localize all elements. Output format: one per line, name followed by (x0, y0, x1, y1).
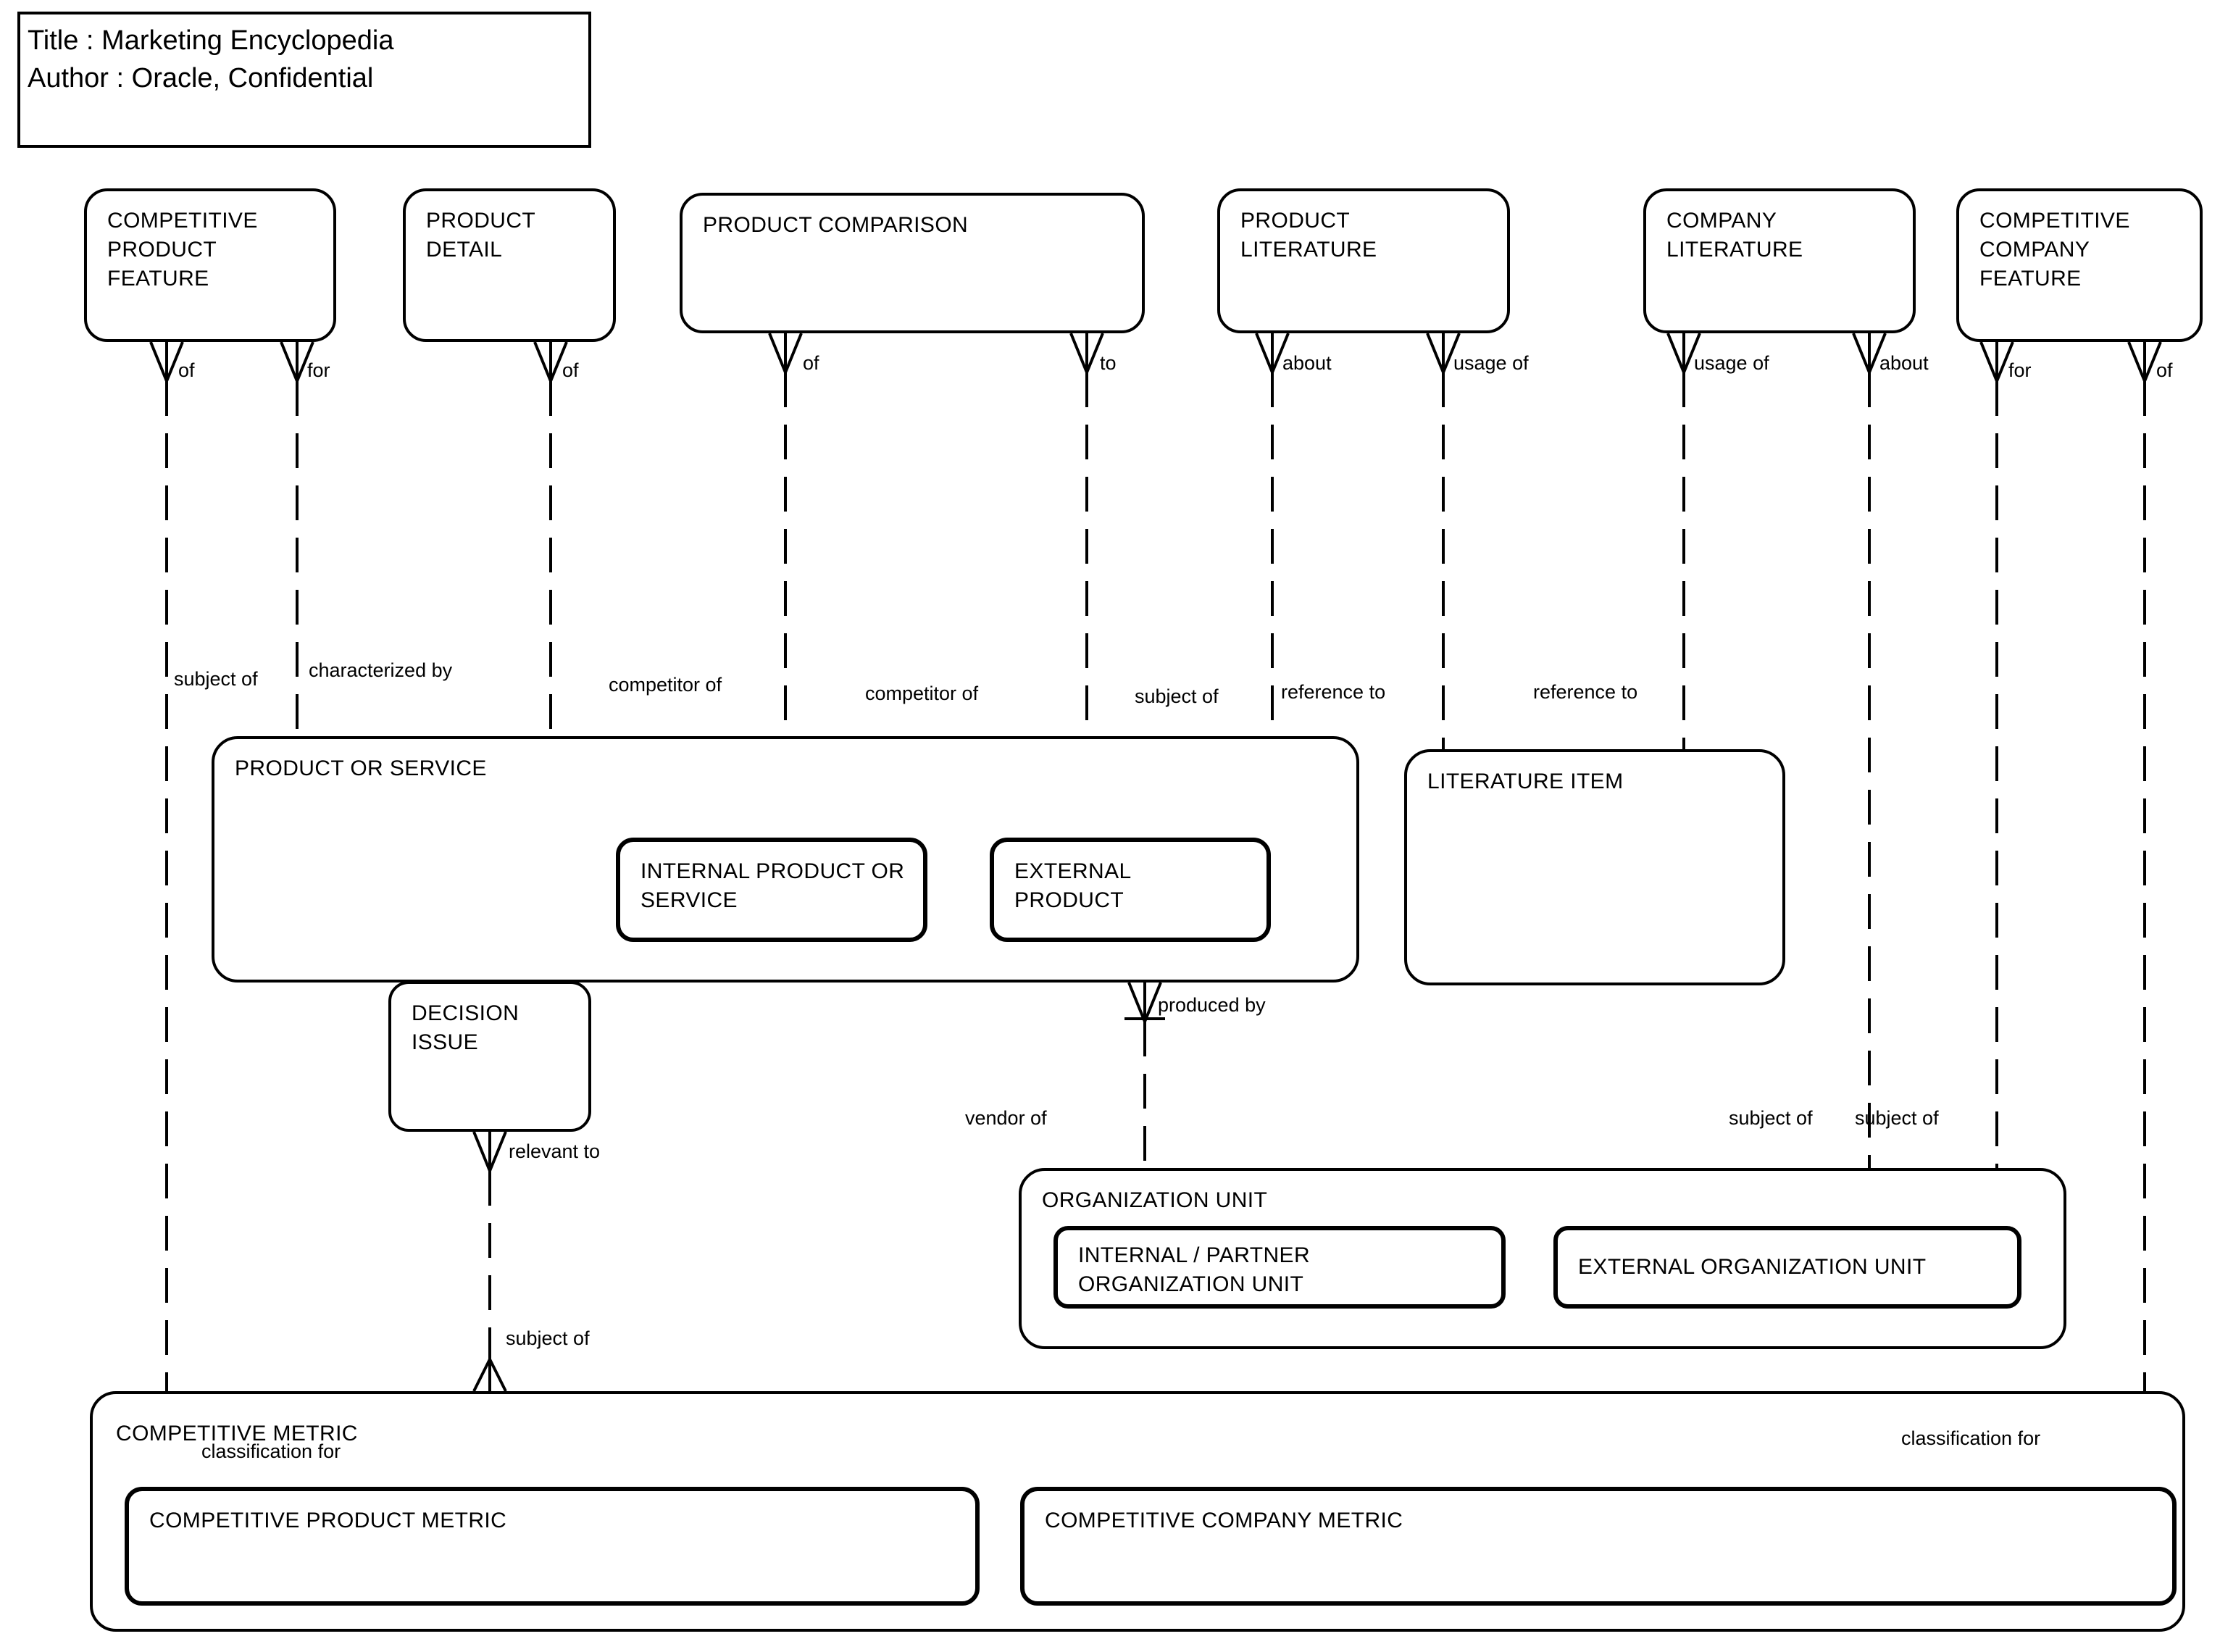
rel-label-cl-usage: usage of (1694, 352, 1769, 374)
entity-competitive-company-metric[interactable] (1020, 1487, 2177, 1606)
entity-internal-partner-organization-unit[interactable] (1053, 1226, 1506, 1309)
rel-label-subject-of-product: subject of (174, 668, 258, 690)
entity-label: PRODUCT COMPARISON (703, 213, 969, 238)
rel-label-vendor-of: vendor of (965, 1107, 1047, 1129)
diagram-title-box (17, 12, 591, 148)
rel-label-characterized-by: characterized by (309, 659, 453, 681)
rel-label-subject-of-company-lit: subject of (1729, 1107, 1813, 1129)
entity-product-literature[interactable] (1217, 188, 1510, 333)
entity-internal-product-or-service[interactable] (616, 838, 927, 942)
entity-external-product[interactable] (990, 838, 1271, 942)
rel-label-pd-of: of (562, 359, 579, 381)
entity-label: COMPETITIVE METRIC (116, 1422, 358, 1446)
rel-label-pl-about: about (1282, 352, 1332, 374)
rel-label-competitor-of-internal: competitor of (609, 674, 722, 696)
rel-label-subject-of-metric: subject of (506, 1327, 590, 1349)
entity-product-detail[interactable] (403, 188, 616, 342)
rel-label-pl-usage: usage of (1453, 352, 1529, 374)
crowfoot-decision-issue (474, 1132, 506, 1171)
rel-label-cpf-for: for (307, 359, 330, 381)
entity-label: COMPETITIVE PRODUCT FEATURE (107, 209, 258, 291)
entity-label: EXTERNAL PRODUCT (1014, 859, 1131, 913)
entity-label: EXTERNAL ORGANIZATION UNIT (1578, 1255, 1927, 1280)
rel-label-reference-to-product: reference to (1281, 681, 1386, 703)
diagram-title: Title : Marketing Encyclopedia (28, 26, 394, 57)
rel-label-cpf-of: of (178, 359, 195, 381)
entity-competitive-product-feature[interactable] (84, 188, 336, 342)
entity-label: COMPETITIVE COMPANY FEATURE (1979, 209, 2130, 291)
entity-product-comparison[interactable] (680, 193, 1145, 333)
rel-label-pc-to: to (1100, 352, 1117, 374)
rel-label-competitor-of-external: competitor of (865, 683, 979, 704)
entity-label: COMPETITIVE COMPANY METRIC (1045, 1509, 1403, 1533)
crowfoot-produced-by (1129, 983, 1161, 1022)
entity-label: PRODUCT OR SERVICE (235, 756, 487, 781)
entity-label: INTERNAL / PARTNER ORGANIZATION UNIT (1078, 1243, 1311, 1297)
entity-competitive-product-metric[interactable] (125, 1487, 980, 1606)
rel-label-produced-by: produced by (1158, 994, 1266, 1016)
entity-label: COMPETITIVE PRODUCT METRIC (149, 1509, 507, 1533)
rel-label-pc-of: of (803, 352, 819, 374)
crowfoot-competitive-metric (474, 1359, 506, 1391)
rel-label-ccf-for: for (2008, 359, 2032, 381)
entity-competitive-company-feature[interactable] (1956, 188, 2203, 342)
entity-label: LITERATURE ITEM (1427, 769, 1624, 794)
rel-label-reference-to-company: reference to (1533, 681, 1638, 703)
entity-label: ORGANIZATION UNIT (1042, 1188, 1268, 1213)
entity-label: DECISION ISSUE (412, 1001, 519, 1055)
rel-label-ccf-of: of (2156, 359, 2173, 381)
entity-label: INTERNAL PRODUCT OR SERVICE (640, 859, 905, 913)
entity-label: COMPANY LITERATURE (1666, 209, 1803, 262)
entity-company-literature[interactable] (1643, 188, 1916, 333)
rel-label-classification-for-company: classification for (1901, 1427, 2041, 1449)
rel-label-cl-about: about (1879, 352, 1929, 374)
rel-label-classification-for-product: classification for (201, 1440, 341, 1462)
entity-literature-item[interactable] (1404, 749, 1785, 985)
entity-label: PRODUCT DETAIL (426, 209, 535, 262)
rel-label-relevant-to: relevant to (509, 1140, 601, 1162)
entity-external-organization-unit[interactable] (1553, 1226, 2021, 1309)
entity-decision-issue[interactable] (388, 981, 591, 1132)
entity-label: PRODUCT LITERATURE (1240, 209, 1377, 262)
crowfoot-pc-of (769, 333, 801, 372)
rel-label-subject-of-ccf: subject of (1855, 1107, 1939, 1129)
rel-label-subject-of-literature: subject of (1135, 685, 1219, 707)
diagram-author: Author : Oracle, Confidential (28, 64, 374, 94)
crowfoot-pc-to (1071, 333, 1103, 372)
